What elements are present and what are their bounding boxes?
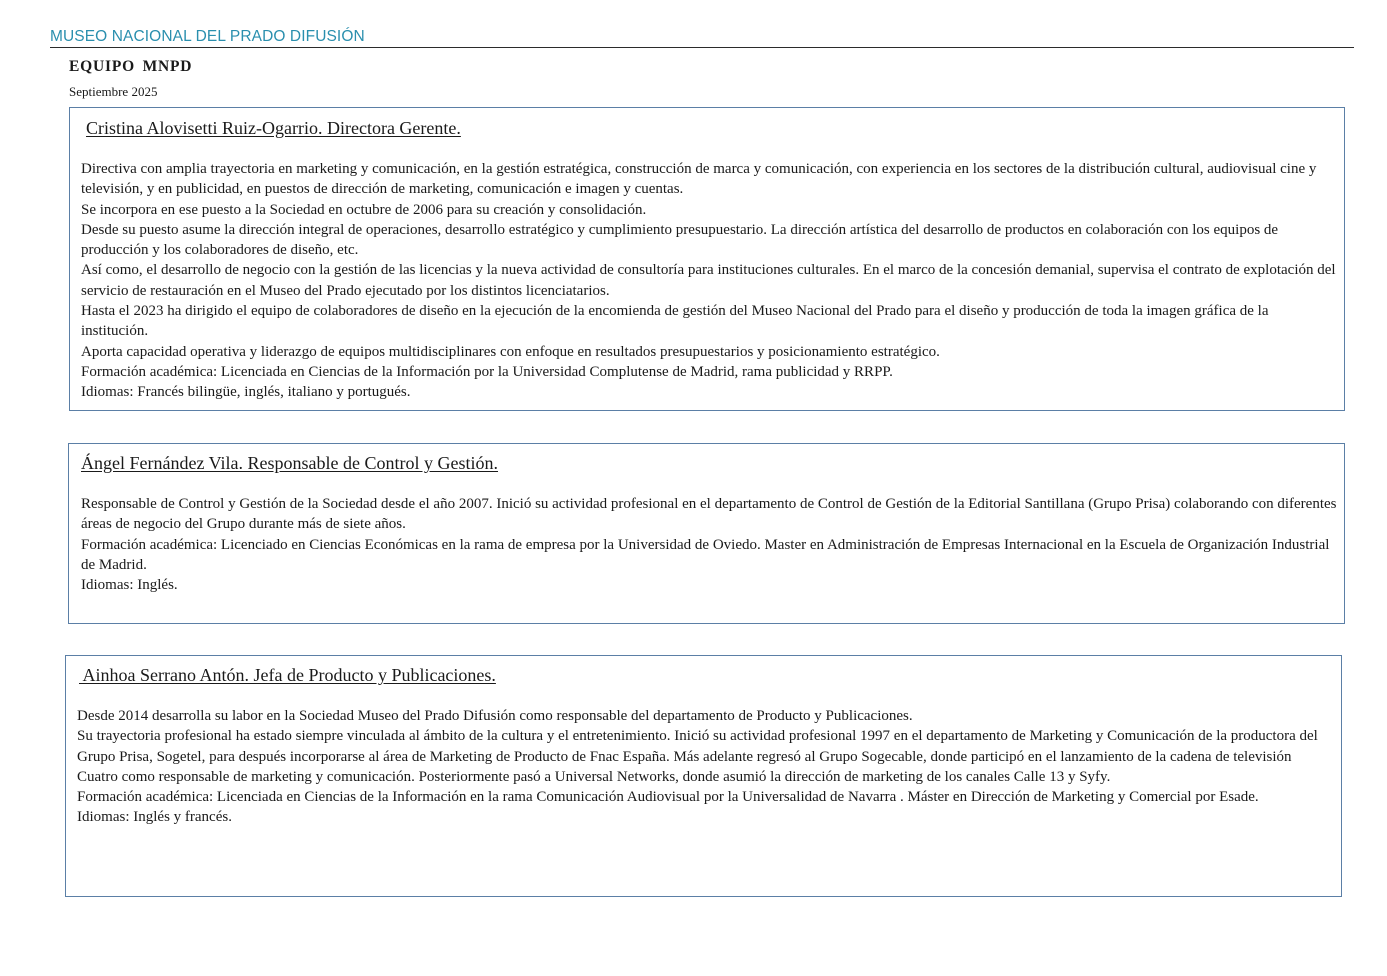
profile-name: Ángel Fernández Vila. Responsable de Control y Gestión.	[81, 453, 499, 473]
profile-card-angel	[68, 443, 1345, 624]
page-header	[50, 26, 1354, 48]
profile-name: Cristina Alovisetti Ruiz-Ogarrio. Directora Gerente.	[86, 118, 461, 138]
profile-name: Ainhoa Serrano Antón. Jefa de Producto y Publicaciones.	[79, 665, 496, 685]
bio-paragraph: Responsable de Control y Gestión de la Sociedad desde el año 2007. Inició su actividad profesional en el departamento de Control de Gestión de la Editorial Santillana (Grupo Prisa) colaborando con diferentes áreas de negocio del Grupo durante más de siete años.	[81, 496, 1337, 533]
profile-bio	[77, 706, 1335, 828]
document-date: Septiembre 2025	[69, 84, 158, 99]
bio-paragraph: Su trayectoria profesional ha estado siempre vinculada al ámbito de la cultura y el entretenimiento. Inició su actividad profesional 1997 en el departamento de Marketing y Comunicación de la productora del Grupo Prisa, Sogetel, para después incorporarse al área de Marketing de Producto de Fnac España. Más adelante regresó al Grupo Sogecable, donde participó en el lanzamiento de la cadena de televisión Cuatro como responsable de marketing y comunicación. Posteriormente pasó a Universal Networks, donde asumió la dirección de marketing de los canales Calle 13 y Syfy.	[77, 728, 1318, 785]
bio-paragraph: Aporta capacidad operativa y liderazgo de equipos multidisciplinares con enfoque en resultados presupuestarios y posicionamiento estratégico.	[81, 343, 940, 360]
bio-languages: Idiomas: Inglés.	[81, 577, 178, 594]
profile-bio	[81, 159, 1337, 403]
bio-paragraph: Se incorpora en ese puesto a la Sociedad en octubre de 2006 para su creación y consolidación.	[81, 201, 647, 218]
bio-paragraph: Así como, el desarrollo de negocio con la gestión de las licencias y la nueva actividad de consultoría para instituciones culturales. En el marco de la concesión demanial, supervisa el contrato de explotación del servicio de restauración en el Museo del Prado ejecutado por los distintos licenciatarios.	[81, 262, 1336, 299]
bio-paragraph: Desde 2014 desarrolla su labor en la Sociedad Museo del Prado Difusión como responsable del departamento de Producto y Publicaciones.	[77, 708, 913, 724]
bio-languages: Idiomas: Francés bilingüe, inglés, italiano y portugués.	[81, 384, 411, 401]
bio-education: Formación académica: Licenciado en Ciencias Económicas en la rama de empresa por la Universidad de Oviedo. Master en Administración de Empresas Internacional en la Escuela de Organización Industrial de Madrid.	[81, 536, 1330, 573]
profile-card-ainhoa	[65, 655, 1342, 897]
bio-paragraph: Directiva con amplia trayectoria en marketing y comunicación, en la gestión estratégica, construcción de marca y comunicación, con experiencia en los sectores de la distribución cultural, audiovisual cine y televisión, y en publicidad, en puestos de dirección de marketing, comunicación e imagen y cuentas.	[81, 161, 1317, 198]
bio-education: Formación académica: Licenciada en Ciencias de la Información por la Universidad Complutense de Madrid, rama publicidad y RRPP.	[81, 363, 893, 380]
profile-bio	[81, 494, 1339, 595]
bio-paragraph: Hasta el 2023 ha dirigido el equipo de colaboradores de diseño en la ejecución de la encomienda de gestión del Museo Nacional del Prado para el diseño y producción de toda la imagen gráfica de la institución.	[81, 303, 1269, 340]
bio-paragraph: Desde su puesto asume la dirección integral de operaciones, desarrollo estratégico y cumplimiento presupuestario. La dirección artística del desarrollo de productos en colaboración con los equipos de producción y los colaboradores de diseño, etc.	[81, 221, 1279, 259]
document-title: EQUIPO MNPD	[69, 58, 193, 75]
bio-education: Formación académica: Licenciada en Ciencias de la Información en la rama Comunicación Audiovisual por la Universalidad de Navarra . Máster en Dirección de Marketing y Comercial por Esade.	[77, 789, 1259, 806]
bio-languages: Idiomas: Inglés y francés.	[77, 809, 232, 826]
organization-name: MUSEO NACIONAL DEL PRADO DIFUSIÓN	[50, 28, 365, 45]
profile-card-cristina	[69, 107, 1345, 411]
